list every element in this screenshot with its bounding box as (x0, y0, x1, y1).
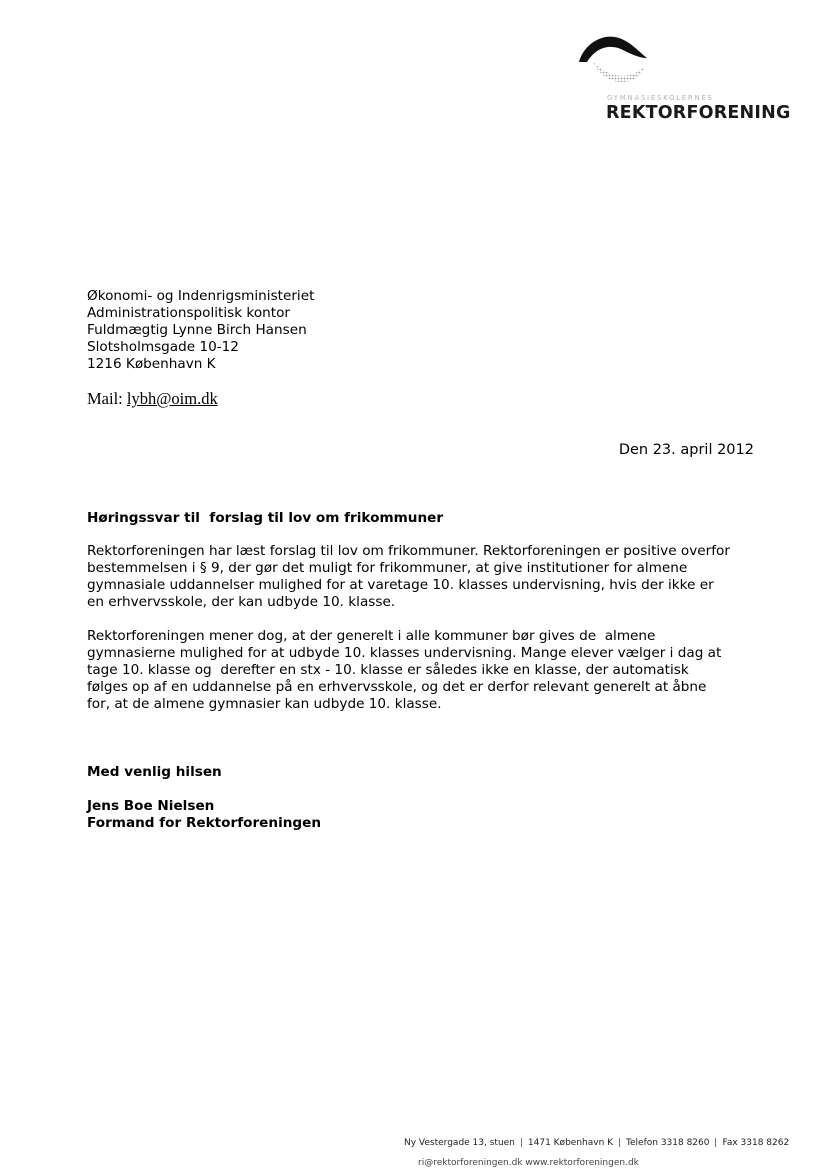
letter-date: Den 23. april 2012 (618, 442, 754, 458)
footer-address: Ny Vestergade 13, stuen (404, 1138, 515, 1148)
recipient-line: 1216 København K (87, 356, 216, 372)
mail-line (87, 389, 218, 409)
paragraph-line: følges op af en uddannelse på en erhvervsskole, og det er derfor relevant generelt at åbne (87, 679, 707, 695)
footer-contact (404, 1138, 789, 1148)
rektorforening-logo (570, 30, 791, 125)
footer-divider (715, 1138, 716, 1147)
paragraph-line: en erhvervsskole, der kan udbyde 10. klasse. (87, 594, 396, 610)
body-paragraph (87, 543, 767, 611)
signature-name: Jens Boe Nielsen (87, 798, 215, 814)
logo-title: REKTORFORENING (606, 103, 791, 123)
paragraph-line: gymnasierne mulighed for at udbyde 10. klasses undervisning. Mange elever vælger i dag at (87, 645, 722, 661)
footer-phone: Telefon 3318 8260 (626, 1138, 710, 1148)
footer-city: 1471 København K (527, 1138, 614, 1148)
signature-title: Formand for Rektorforeningen (87, 815, 322, 831)
paragraph-line: bestemmelsen i § 9, der gør det muligt for frikommuner, at give institutioner for almene (87, 560, 688, 576)
paragraph-line: Rektorforeningen mener dog, at der generelt i alle kommuner bør gives de almene (87, 628, 656, 644)
swoosh-logo-icon (575, 32, 655, 90)
signature-block (87, 798, 321, 832)
mail-link[interactable]: lybh@oim.dk (126, 389, 218, 408)
mail-label: Mail: (87, 389, 123, 408)
recipient-address (87, 288, 314, 373)
recipient-line: Fuldmægtig Lynne Birch Hansen (87, 322, 307, 338)
closing-greeting: Med venlig hilsen (87, 764, 222, 780)
paragraph-line: gymnasiale uddannelser mulighed for at varetage 10. klasses undervisning, hvis der ikke er (87, 577, 714, 593)
logo-subtitle: GYMNASIESKOLERNES (607, 94, 714, 102)
footer-divider (619, 1138, 620, 1147)
body-paragraph (87, 628, 767, 713)
paragraph-line: Rektorforeningen har læst forslag til lov om frikommuner. Rektorforeningen er positive overfor (87, 543, 730, 559)
footer-web: ri@rektorforeningen.dk www.rektorforeningen.dk (418, 1158, 639, 1168)
recipient-line: Slotsholmsgade 10-12 (87, 339, 239, 355)
letter-subject: Høringssvar til forslag til lov om frikommuner (87, 510, 444, 526)
paragraph-line: tage 10. klasse og derefter en stx - 10. klasse er således ikke en klasse, der automatisk (87, 662, 689, 678)
recipient-line: Administrationspolitisk kontor (87, 305, 290, 321)
footer-divider (521, 1138, 522, 1147)
recipient-line: Økonomi- og Indenrigsministeriet (87, 288, 315, 304)
footer-fax: Fax 3318 8262 (722, 1138, 790, 1148)
paragraph-line: for, at de almene gymnasier kan udbyde 10. klasse. (87, 696, 442, 712)
